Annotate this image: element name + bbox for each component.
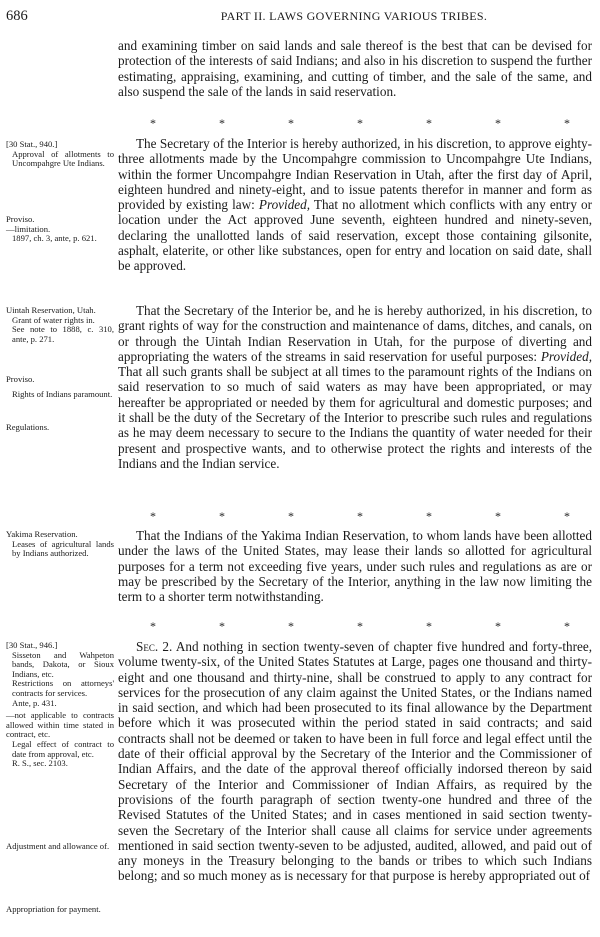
margin-note-proviso-limitation [6,215,114,244]
margin-note-text: Grant of water rights in. [12,314,95,325]
margin-note-text: Approval of allotments to Uncompahgre Ute Indians. [12,148,114,169]
margin-note-text: Appropriation for payment. [6,904,101,914]
margin-note-text: R. S., sec. 2103. [12,758,68,769]
paragraph-text: That the Indians of the Yakima Indian Reservation, to whom lands have been allotted under the laws of the United States, may lease their lands so allotted for agricultural purposes for a term not exceeding five years, under such rules and regulations as are or may be prescribed by the Secretary of the Interior, anything in the law now limiting the term to a shorter term notwithstanding. [118,528,592,605]
margin-note-text: Adjustment and allowance of. [6,841,110,851]
proviso-word: Provided, [540,348,592,364]
margin-note-regulations [6,423,114,433]
paragraph-timber-continuation [118,38,592,99]
section-break-stars: * * * * * * * [150,619,570,633]
margin-note-yakima [6,530,114,559]
paragraph-text: And nothing in section twenty-seven of chapter five hundred and forty-three, volume twenty-six, of the United States Statutes at Large, pages one thousand and thirty-eight and one thousand and thirty-nine, shall be construed to apply to any contract for services for the prosecution of any claim against the United States, or the Indians named in said section, and which had been prosecuted to its final allowance by the Department before which it was prosecuted within the period stated in said contracts; and said contracts shall not be deemed or taken to have been in full force and legal effect until the date of their official approval by the Secretary of the Interior and the Commissioner of Indian Affairs, and the date of the approval thereof officially indorsed thereon by said Secretary of the Interior and Commissioner of Indian Affairs, as required by the provisions of the fourth paragraph of section twenty-one hundred and three of the Revised Statutes of the United States; and in cases mentioned in said section twenty-seven the Secretary of the Interior shall cause all claims for service under agreements mentioned in said section twenty-seven to be adjusted, audited, allowed, and paid out of any moneys in the Treasury belonging to the bands or tribes to which such Indians belong; and so much money as is necessary for that purpose is hereby appropriated out of [118,639,592,884]
margin-note-text: Uintah Reservation, Utah. [6,305,96,315]
margin-note-text: Leases of agricultural lands by Indians authorized. [12,538,114,559]
margin-note-text: Sisseton and Wahpeton bands, Dakota, or Sioux Indians, etc. [12,649,114,679]
paragraph-text: and examining timber on said lands and sale thereof is the best that can be devised for protection of the interests of said Indians; and also in his discretion to suspend the further estimating, appraising, examining, and cutting of timber, and the sale of the same, and also suspend the sale of the lands in said reservation. [118,38,592,99]
paragraph-text: The Secretary of the Interior is hereby authorized, in his discretion, to approve eighty-three allotments made by the Uncompahgre commission to Uncompahgre Ute Indians, within the former Uncompahgre Indian Reservation in Utah, after the first day of April, eighteen hundred and ninety-eight, and to issue patents therefor in manner and form as provided by existing law: [118,136,592,213]
section-label: Sec. 2. [136,639,173,654]
paragraph-section-2 [118,639,592,884]
section-break-stars: * * * * * * * [150,116,570,130]
margin-note-sisseton-wahpeton [6,641,114,769]
paragraph-uncompahgre-allotments [118,136,592,274]
running-head: PART II. LAWS GOVERNING VARIOUS TRIBES. [220,9,488,23]
margin-note-text: See note to 1888, c. 310, ante, p. 271. [12,324,114,344]
margin-note-text: —limitation. [6,223,51,234]
section-break-stars: * * * * * * * [150,509,570,523]
margin-note-text: Rights of Indians paramount. [12,388,113,399]
margin-note-text: Proviso. [6,214,35,224]
margin-note-appropriation [6,905,114,915]
paragraph-yakima-leases [118,528,592,604]
margin-note-text: Yakima Reservation. [6,529,78,539]
margin-note-text: Ante, p. 431. [12,697,57,708]
margin-note-text: Legal effect of contract to date from approval, etc. [12,738,114,759]
margin-note-text: 1897, ch. 3, ante, p. 621. [12,233,97,244]
margin-note-uncompahgre [6,140,114,169]
margin-note-text: Restrictions on attorneys' contracts for services. [12,678,114,698]
paragraph-uintah-water-rights [118,303,592,471]
paragraph-text: That all such grants shall be subject at all times to the paramount rights of the Indians on said reservation to so much of said waters as may have been appropriated, or may hereafter be appropriated or needed by them for agricultural and domestic purposes; and it shall be the duty of the Secretary of the Interior to prescribe such rules and regulations as he may deem necessary to secure to the Indians the quantity of water needed for their present and prospective wants, and to otherwise protect the rights and interests of the Indians and the Indian service. [118,364,592,471]
page-header [6,8,592,24]
margin-note-uintah [6,306,114,344]
margin-note-proviso-rights [6,375,114,399]
margin-note-text: Proviso. [6,374,35,384]
margin-note-adjustment [6,842,114,852]
statute-citation: [30 Stat., 940.] [6,139,58,149]
paragraph-text: That no allotment which conflicts with any entry or location under the Act approved June seventh, eighteen hundred and ninety-seven, declaring the unallotted lands of said reservation, except those containing gilsonite, asphalt, elaterite, or other like substances, open for entry and location on said date, shall be approved. [118,197,592,274]
page-number: 686 [6,8,28,24]
paragraph-text: That the Secretary of the Interior be, and he is hereby authorized, in his discretion, to grant rights of way for the construction and maintenance of dams, ditches, and canals, on or through the Uintah Indian Reservation in Utah, for the purpose of diverting and appropriating the waters of the streams in said reservation for useful purposes: [118,303,592,364]
margin-note-text: Regulations. [6,422,50,432]
proviso-word: Provided, [258,197,311,213]
statute-citation: [30 Stat., 946.] [6,640,58,650]
margin-note-text: —not applicable to contracts allowed within time stated in contract, etc. [6,710,114,740]
